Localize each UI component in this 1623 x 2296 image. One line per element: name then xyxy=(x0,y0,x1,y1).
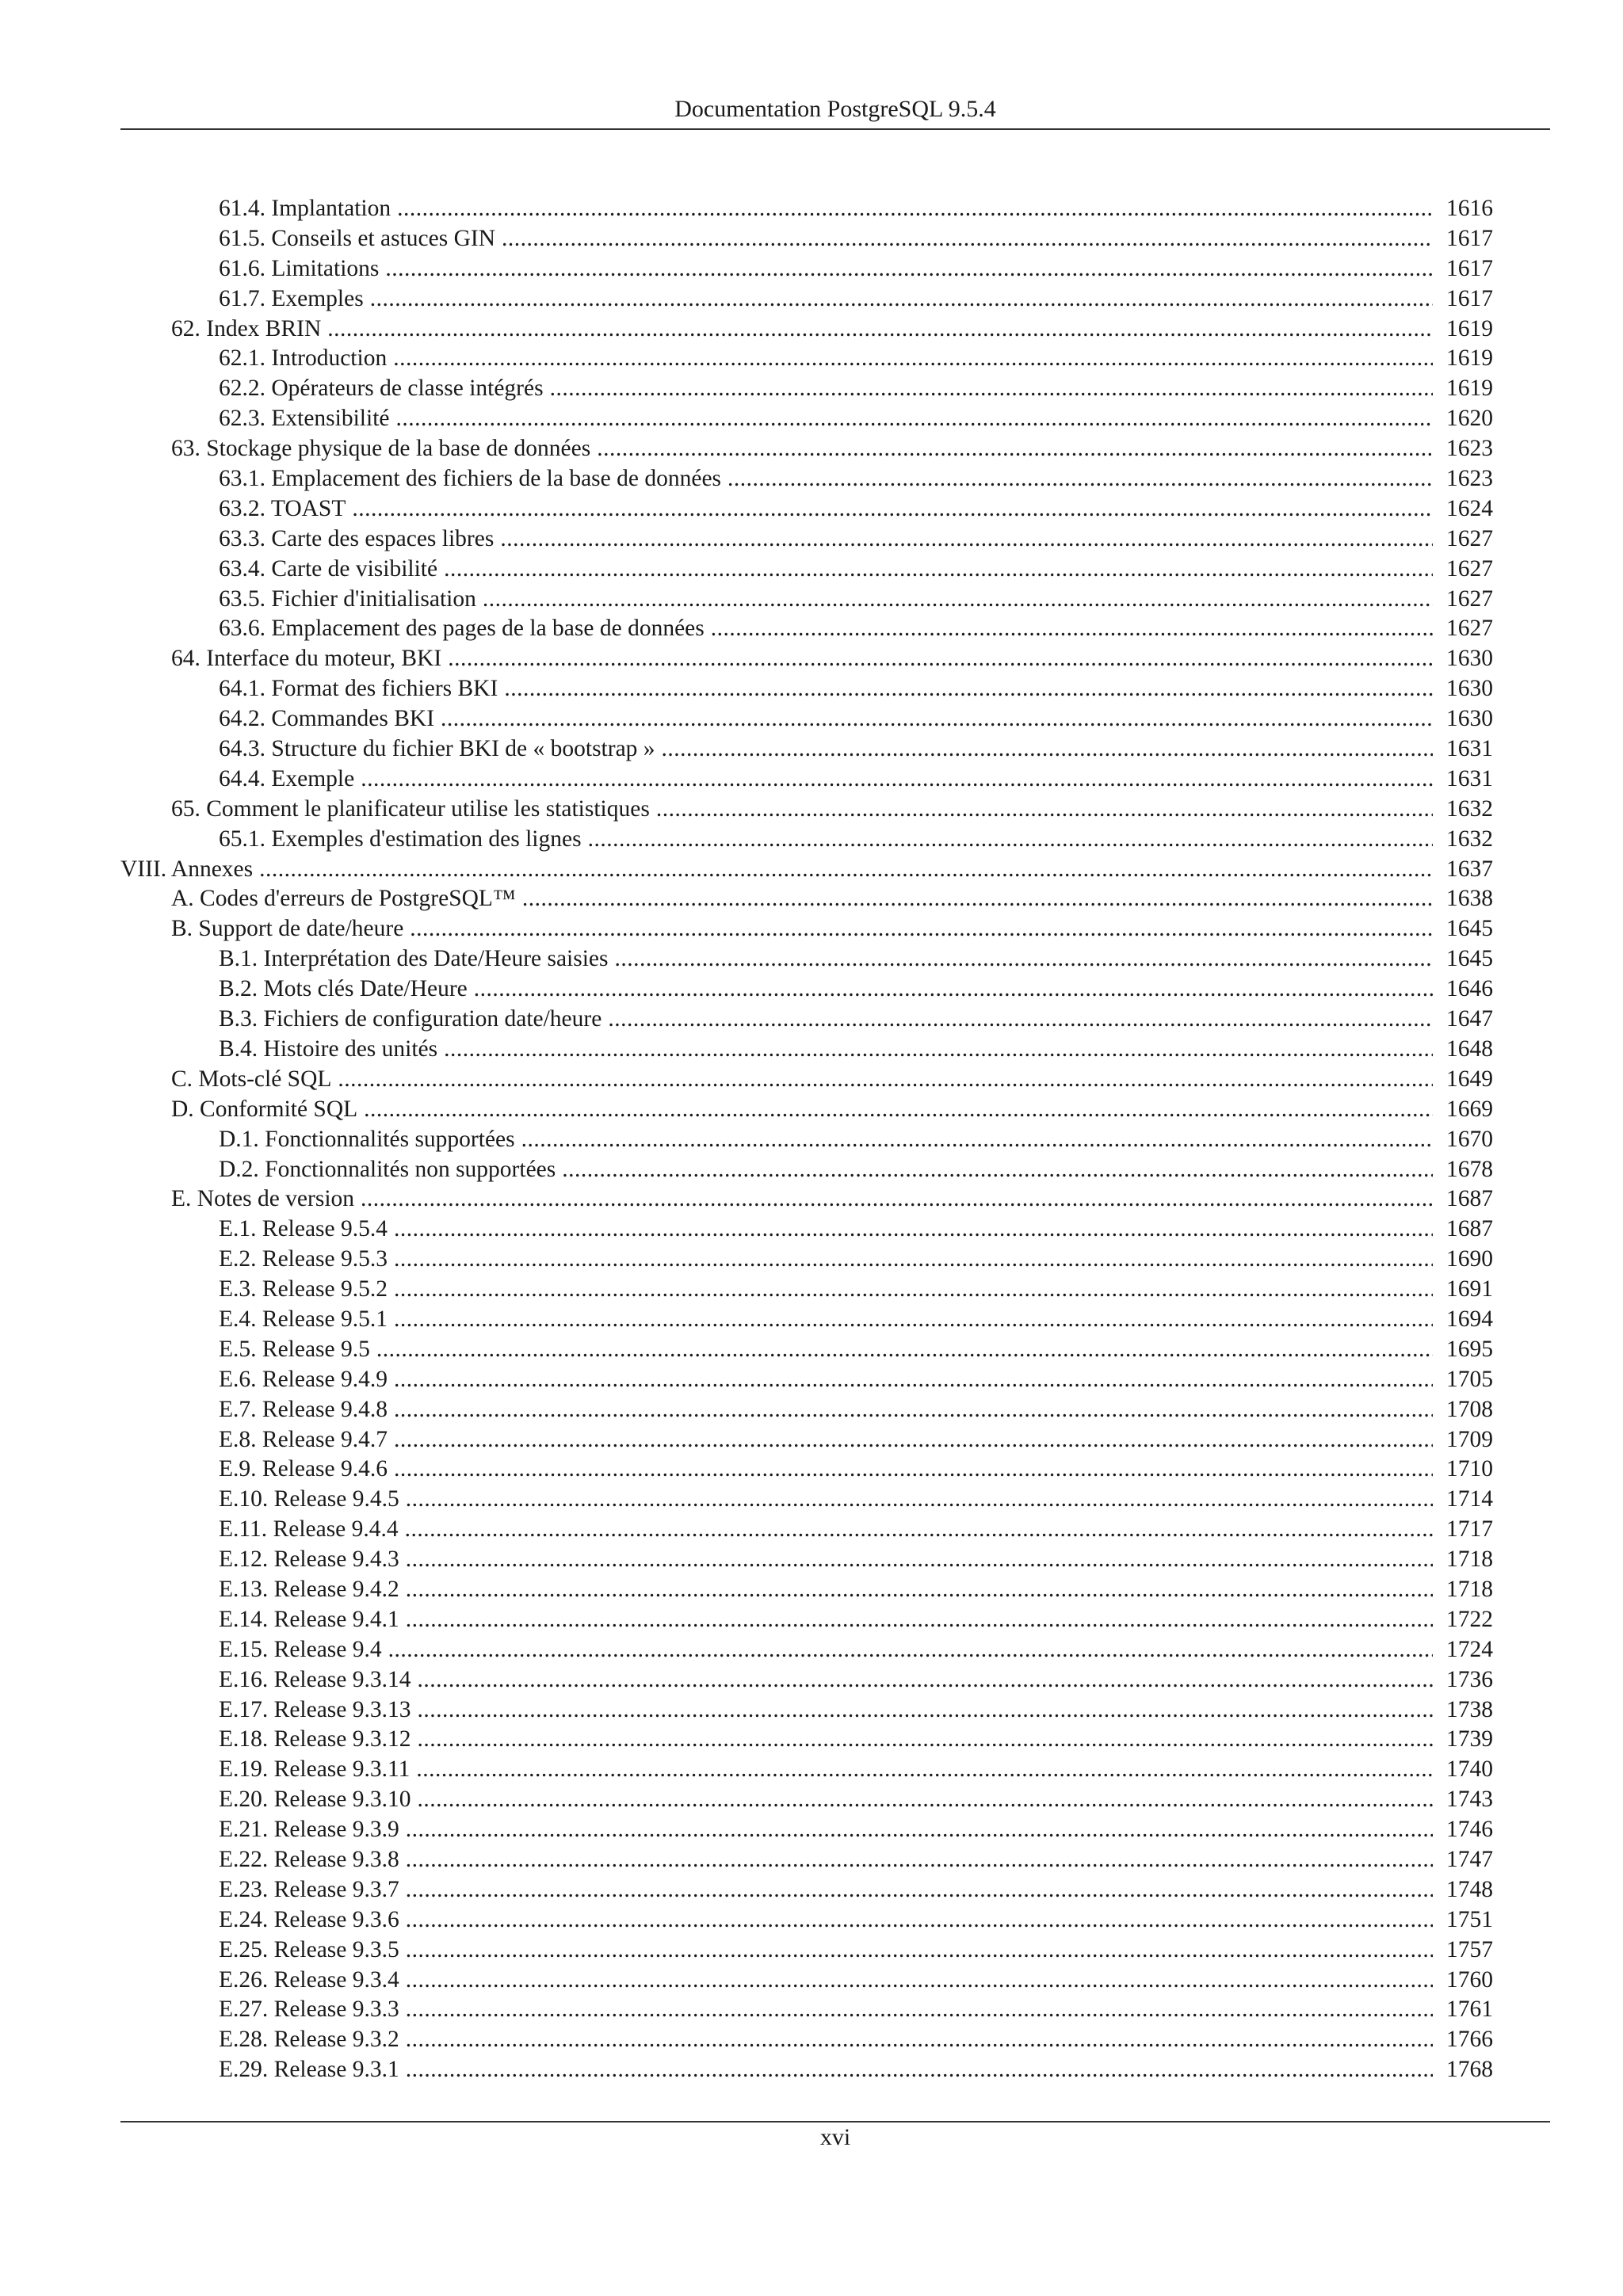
toc-entry[interactable] xyxy=(120,344,1493,374)
dot-leader xyxy=(406,1995,1433,2025)
toc-entry-page-number: 1627 xyxy=(1446,555,1493,582)
toc-entry-page-number: 1705 xyxy=(1446,1366,1493,1392)
toc-entry-title: 64.1. Format des fichiers BKI xyxy=(219,676,498,702)
page-header-title: Documentation PostgreSQL 9.5.4 xyxy=(674,96,996,122)
dot-leader xyxy=(406,1966,1433,1996)
dot-leader xyxy=(406,1575,1433,1605)
toc-entry[interactable] xyxy=(120,1695,1493,1726)
toc-entry-page-number: 1617 xyxy=(1446,285,1493,311)
toc-entry-page-number: 1722 xyxy=(1446,1606,1493,1632)
toc-entry-page-number: 1687 xyxy=(1446,1216,1493,1242)
toc-entry-page-number: 1647 xyxy=(1446,1006,1493,1032)
toc-entry-title: E.15. Release 9.4 xyxy=(219,1636,382,1662)
toc-entry-page-number: 1748 xyxy=(1446,1876,1493,1902)
toc-entry-page-number: 1669 xyxy=(1446,1096,1493,1122)
toc-entry-page-number: 1630 xyxy=(1446,706,1493,732)
dot-leader xyxy=(394,1275,1433,1305)
toc-entry-title: C. Mots-clé SQL xyxy=(171,1066,332,1092)
toc-entry-title: E.1. Release 9.5.4 xyxy=(219,1216,388,1242)
toc-entry-page-number: 1649 xyxy=(1446,1066,1493,1092)
toc-entry-title: 62.3. Extensibilité xyxy=(219,406,390,432)
toc-entry-title: E.26. Release 9.3.4 xyxy=(219,1966,399,1993)
dot-leader xyxy=(597,434,1433,464)
toc-entry[interactable] xyxy=(120,1815,1493,1845)
dot-leader xyxy=(406,1605,1433,1635)
toc-entry[interactable] xyxy=(120,1755,1493,1785)
toc-entry[interactable] xyxy=(120,1936,1493,1966)
toc-entry-page-number: 1746 xyxy=(1446,1817,1493,1843)
toc-entry-page-number: 1627 xyxy=(1446,525,1493,551)
toc-entry-page-number: 1687 xyxy=(1446,1186,1493,1212)
toc-entry[interactable] xyxy=(120,795,1493,825)
toc-entry-page-number: 1631 xyxy=(1446,765,1493,791)
toc-entry-title: 61.6. Limitations xyxy=(219,255,380,281)
toc-entry[interactable] xyxy=(120,1545,1493,1575)
toc-entry-title: E.14. Release 9.4.1 xyxy=(219,1606,399,1632)
toc-entry-page-number: 1638 xyxy=(1446,886,1493,912)
dot-leader xyxy=(418,1785,1434,1815)
dot-leader xyxy=(361,765,1433,795)
toc-entry[interactable] xyxy=(120,1785,1493,1815)
toc-entry-title: 63.5. Fichier d'initialisation xyxy=(219,585,476,612)
toc-entry-page-number: 1757 xyxy=(1446,1936,1493,1962)
dot-leader xyxy=(406,1905,1433,1936)
toc-entry[interactable] xyxy=(120,855,1493,885)
toc-entry-page-number: 1624 xyxy=(1446,495,1493,521)
dot-leader xyxy=(588,825,1433,855)
toc-entry-title: 64.2. Commandes BKI xyxy=(219,706,435,732)
toc-entry[interactable] xyxy=(120,944,1493,974)
toc-entry-title: E.11. Release 9.4.4 xyxy=(219,1516,399,1543)
toc-entry[interactable] xyxy=(120,914,1493,944)
dot-leader xyxy=(406,1485,1433,1515)
toc-entry-page-number: 1630 xyxy=(1446,646,1493,672)
toc-entry[interactable] xyxy=(120,284,1493,315)
toc-entry[interactable] xyxy=(120,1365,1493,1395)
dot-leader xyxy=(394,1395,1433,1425)
dot-leader xyxy=(394,1455,1433,1485)
dot-leader xyxy=(418,1725,1434,1755)
toc-entry-page-number: 1717 xyxy=(1446,1516,1493,1543)
toc-entry[interactable] xyxy=(120,1575,1493,1605)
dot-leader xyxy=(259,855,1433,885)
toc-entry[interactable] xyxy=(120,2025,1493,2055)
toc-entry-title: 63.4. Carte de visibilité xyxy=(219,555,438,582)
toc-entry-page-number: 1623 xyxy=(1446,436,1493,462)
toc-entry-title: E.5. Release 9.5 xyxy=(219,1336,370,1362)
toc-entry-page-number: 1739 xyxy=(1446,1726,1493,1753)
toc-entry-page-number: 1694 xyxy=(1446,1306,1493,1332)
dot-leader xyxy=(656,795,1433,825)
toc-entry-page-number: 1690 xyxy=(1446,1246,1493,1272)
dot-leader xyxy=(441,704,1433,734)
toc-entry-title: 62.2. Opérateurs de classe intégrés xyxy=(219,376,544,402)
toc-entry-title: E.22. Release 9.3.8 xyxy=(219,1846,399,1872)
toc-entry-title: B.3. Fichiers de configuration date/heure xyxy=(219,1006,602,1032)
toc-entry[interactable] xyxy=(120,1455,1493,1485)
toc-entry-title: E.7. Release 9.4.8 xyxy=(219,1396,388,1422)
toc-entry-page-number: 1646 xyxy=(1446,976,1493,1002)
toc-entry[interactable] xyxy=(120,1875,1493,1905)
toc-entry[interactable] xyxy=(120,974,1493,1005)
dot-leader xyxy=(444,1035,1433,1065)
toc-entry-page-number: 1632 xyxy=(1446,826,1493,852)
toc-entry-page-number: 1670 xyxy=(1446,1126,1493,1152)
dot-leader xyxy=(418,1695,1434,1726)
dot-leader xyxy=(711,614,1433,644)
toc-entry-page-number: 1620 xyxy=(1446,406,1493,432)
toc-entry-title: 65.1. Exemples d'estimation des lignes xyxy=(219,826,582,852)
toc-entry-title: E.13. Release 9.4.2 xyxy=(219,1576,399,1602)
dot-leader xyxy=(550,374,1433,404)
toc-entry-page-number: 1708 xyxy=(1446,1396,1493,1422)
toc-entry-page-number: 1623 xyxy=(1446,466,1493,492)
toc-entry-page-number: 1768 xyxy=(1446,2057,1493,2083)
toc-entry[interactable] xyxy=(120,1335,1493,1365)
toc-entry[interactable] xyxy=(120,464,1493,494)
toc-entry-title: E.12. Release 9.4.3 xyxy=(219,1547,399,1573)
dot-leader xyxy=(394,1215,1433,1245)
toc-entry-page-number: 1695 xyxy=(1446,1336,1493,1362)
toc-entry[interactable] xyxy=(120,1395,1493,1425)
dot-leader xyxy=(364,1095,1433,1125)
toc-entry-title: E.19. Release 9.3.11 xyxy=(219,1756,411,1783)
toc-entry-title: 64.3. Structure du fichier BKI de « bootstrap » xyxy=(219,736,655,762)
toc-entry-page-number: 1617 xyxy=(1446,255,1493,281)
dot-leader xyxy=(474,974,1433,1005)
toc-entry[interactable] xyxy=(120,1845,1493,1875)
toc-entry[interactable] xyxy=(120,374,1493,404)
dot-leader xyxy=(388,1635,1433,1665)
toc-entry[interactable] xyxy=(120,555,1493,585)
dot-leader xyxy=(727,464,1433,494)
toc-entry-title: B. Support de date/heure xyxy=(171,916,404,942)
toc-entry[interactable] xyxy=(120,1215,1493,1245)
dot-leader xyxy=(483,585,1433,615)
dot-leader xyxy=(406,1845,1433,1875)
dot-leader xyxy=(406,1875,1433,1905)
toc-entry[interactable] xyxy=(120,644,1493,674)
toc-entry-title: E.2. Release 9.5.3 xyxy=(219,1246,388,1272)
toc-entry-title: A. Codes d'erreurs de PostgreSQL™ xyxy=(171,886,516,912)
toc-entry-title: E.25. Release 9.3.5 xyxy=(219,1936,399,1962)
toc-entry-title: E.18. Release 9.3.12 xyxy=(219,1726,411,1753)
toc-entry-page-number: 1747 xyxy=(1446,1846,1493,1872)
toc-entry[interactable] xyxy=(120,585,1493,615)
toc-entry-title: E.20. Release 9.3.10 xyxy=(219,1787,411,1813)
toc-entry-title: 61.4. Implantation xyxy=(219,196,391,221)
toc-entry[interactable] xyxy=(120,1275,1493,1305)
dot-leader xyxy=(444,555,1433,585)
dot-leader xyxy=(327,315,1433,345)
toc-entry-page-number: 1691 xyxy=(1446,1276,1493,1302)
toc-entry-page-number: 1645 xyxy=(1446,946,1493,972)
toc-entry[interactable] xyxy=(120,734,1493,765)
dot-leader xyxy=(370,284,1433,315)
toc-entry[interactable] xyxy=(120,1635,1493,1665)
toc-entry-title: 63.2. TOAST xyxy=(219,495,346,521)
table-of-contents xyxy=(120,194,1493,2085)
toc-entry[interactable] xyxy=(120,1305,1493,1335)
dot-leader xyxy=(662,734,1433,765)
dot-leader xyxy=(405,1515,1433,1545)
toc-entry-title: 65. Comment le planificateur utilise les statistiques xyxy=(171,795,650,822)
dot-leader xyxy=(406,2055,1433,2085)
toc-entry-title: 64. Interface du moteur, BKI xyxy=(171,646,442,672)
toc-entry-title: E.21. Release 9.3.9 xyxy=(219,1817,399,1843)
toc-entry-title: 61.7. Exemples xyxy=(219,285,364,311)
toc-entry[interactable] xyxy=(120,614,1493,644)
dot-leader xyxy=(393,344,1433,374)
dot-leader xyxy=(562,1155,1433,1185)
toc-entry-title: 63.1. Emplacement des fichiers de la base de données xyxy=(219,466,722,492)
toc-entry[interactable] xyxy=(120,1005,1493,1035)
dot-leader xyxy=(608,1005,1433,1035)
toc-entry[interactable] xyxy=(120,224,1493,254)
toc-entry[interactable] xyxy=(120,194,1493,224)
dot-leader xyxy=(522,884,1433,914)
toc-entry[interactable] xyxy=(120,1905,1493,1936)
toc-entry[interactable] xyxy=(120,1605,1493,1635)
toc-entry[interactable] xyxy=(120,1155,1493,1185)
toc-entry-title: 61.5. Conseils et astuces GIN xyxy=(219,225,496,251)
toc-entry-title: 63. Stockage physique de la base de données xyxy=(171,436,591,462)
toc-entry[interactable] xyxy=(120,1095,1493,1125)
toc-entry-title: B.2. Mots clés Date/Heure xyxy=(219,976,468,1002)
toc-entry-title: E.27. Release 9.3.3 xyxy=(219,1997,399,2023)
toc-entry-page-number: 1632 xyxy=(1446,795,1493,822)
toc-entry-page-number: 1627 xyxy=(1446,585,1493,612)
toc-entry-page-number: 1616 xyxy=(1446,196,1493,221)
toc-entry-page-number: 1738 xyxy=(1446,1696,1493,1722)
dot-leader xyxy=(376,1335,1433,1365)
toc-entry-title: 63.3. Carte des espaces libres xyxy=(219,525,495,551)
toc-entry[interactable] xyxy=(120,1725,1493,1755)
dot-leader xyxy=(418,1665,1434,1695)
toc-entry[interactable] xyxy=(120,254,1493,284)
toc-entry-page-number: 1760 xyxy=(1446,1966,1493,1993)
toc-entry[interactable] xyxy=(120,1485,1493,1515)
dot-leader xyxy=(504,674,1433,704)
dot-leader xyxy=(361,1184,1433,1215)
toc-entry-page-number: 1631 xyxy=(1446,736,1493,762)
dot-leader xyxy=(406,1545,1433,1575)
toc-entry[interactable] xyxy=(120,315,1493,345)
toc-entry[interactable] xyxy=(120,404,1493,434)
toc-entry-page-number: 1740 xyxy=(1446,1756,1493,1783)
dot-leader xyxy=(385,254,1433,284)
toc-entry-title: VIII. Annexes xyxy=(120,856,254,882)
dot-leader xyxy=(521,1125,1433,1155)
toc-entry-page-number: 1617 xyxy=(1446,225,1493,251)
toc-entry-page-number: 1743 xyxy=(1446,1787,1493,1813)
dot-leader xyxy=(615,944,1433,974)
toc-entry-title: D.1. Fonctionnalités supportées xyxy=(219,1126,515,1152)
toc-entry-page-number: 1736 xyxy=(1446,1666,1493,1692)
toc-entry-title: E.23. Release 9.3.7 xyxy=(219,1876,399,1902)
toc-entry-page-number: 1627 xyxy=(1446,616,1493,642)
toc-entry-page-number: 1648 xyxy=(1446,1035,1493,1062)
dot-leader xyxy=(394,1425,1433,1455)
toc-entry[interactable] xyxy=(120,1995,1493,2025)
toc-entry-title: E.3. Release 9.5.2 xyxy=(219,1276,388,1302)
toc-entry-page-number: 1630 xyxy=(1446,676,1493,702)
toc-entry-title: D.2. Fonctionnalités non supportées xyxy=(219,1156,556,1182)
toc-entry-title: E.9. Release 9.4.6 xyxy=(219,1456,388,1482)
toc-entry-title: E.28. Release 9.3.2 xyxy=(219,2027,399,2053)
toc-entry[interactable] xyxy=(120,494,1493,524)
toc-entry-page-number: 1751 xyxy=(1446,1906,1493,1932)
toc-entry[interactable] xyxy=(120,704,1493,734)
toc-entry-page-number: 1724 xyxy=(1446,1636,1493,1662)
dot-leader xyxy=(416,1755,1433,1785)
toc-entry-title: D. Conformité SQL xyxy=(171,1096,358,1122)
header-rule xyxy=(120,128,1550,130)
toc-entry-page-number: 1761 xyxy=(1446,1997,1493,2023)
toc-entry-title: E.8. Release 9.4.7 xyxy=(219,1426,388,1452)
toc-entry-title: E. Notes de version xyxy=(171,1186,355,1212)
toc-entry[interactable] xyxy=(120,1125,1493,1155)
toc-entry-title: E.24. Release 9.3.6 xyxy=(219,1906,399,1932)
toc-entry-page-number: 1710 xyxy=(1446,1456,1493,1482)
toc-entry-page-number: 1645 xyxy=(1446,916,1493,942)
toc-entry-title: B.4. Histoire des unités xyxy=(219,1035,438,1062)
toc-entry-title: 62. Index BRIN xyxy=(171,315,322,341)
toc-entry-title: E.29. Release 9.3.1 xyxy=(219,2057,399,2083)
toc-entry-title: 62.1. Introduction xyxy=(219,345,388,372)
dot-leader xyxy=(406,2025,1433,2055)
toc-entry[interactable] xyxy=(120,1425,1493,1455)
dot-leader xyxy=(394,1245,1433,1275)
toc-entry[interactable] xyxy=(120,1515,1493,1545)
toc-entry-page-number: 1766 xyxy=(1446,2027,1493,2053)
toc-entry[interactable] xyxy=(120,2055,1493,2085)
dot-leader xyxy=(397,194,1433,224)
dot-leader xyxy=(394,1365,1433,1395)
toc-entry-title: B.1. Interprétation des Date/Heure saisies xyxy=(219,946,609,972)
toc-entry-page-number: 1714 xyxy=(1446,1486,1493,1512)
toc-entry[interactable] xyxy=(120,524,1493,555)
dot-leader xyxy=(502,224,1433,254)
toc-entry[interactable] xyxy=(120,884,1493,914)
toc-entry[interactable] xyxy=(120,825,1493,855)
toc-entry[interactable] xyxy=(120,1035,1493,1065)
toc-entry[interactable] xyxy=(120,1245,1493,1275)
dot-leader xyxy=(406,1815,1433,1845)
toc-entry[interactable] xyxy=(120,1184,1493,1215)
toc-entry[interactable] xyxy=(120,765,1493,795)
toc-entry-title: E.6. Release 9.4.9 xyxy=(219,1366,388,1392)
dot-leader xyxy=(338,1065,1433,1095)
toc-entry-title: E.17. Release 9.3.13 xyxy=(219,1696,411,1722)
toc-entry[interactable] xyxy=(120,1966,1493,1996)
dot-leader xyxy=(352,494,1433,524)
toc-entry-page-number: 1678 xyxy=(1446,1156,1493,1182)
toc-entry-title: 64.4. Exemple xyxy=(219,765,355,791)
toc-entry-page-number: 1709 xyxy=(1446,1426,1493,1452)
toc-entry-page-number: 1718 xyxy=(1446,1576,1493,1602)
toc-entry-page-number: 1619 xyxy=(1446,345,1493,372)
toc-entry-page-number: 1718 xyxy=(1446,1547,1493,1573)
page-number: xvi xyxy=(819,2124,851,2150)
toc-entry[interactable] xyxy=(120,1665,1493,1695)
toc-entry[interactable] xyxy=(120,434,1493,464)
toc-entry-page-number: 1619 xyxy=(1446,376,1493,402)
toc-entry-page-number: 1637 xyxy=(1446,856,1493,882)
toc-entry-title: 63.6. Emplacement des pages de la base de données xyxy=(219,616,705,642)
toc-entry-title: E.4. Release 9.5.1 xyxy=(219,1306,388,1332)
toc-entry-title: E.16. Release 9.3.14 xyxy=(219,1666,411,1692)
toc-entry-page-number: 1619 xyxy=(1446,315,1493,341)
dot-leader xyxy=(396,404,1434,434)
dot-leader xyxy=(500,524,1433,555)
toc-entry-title: E.10. Release 9.4.5 xyxy=(219,1486,399,1512)
dot-leader xyxy=(406,1936,1433,1966)
dot-leader xyxy=(448,644,1433,674)
dot-leader xyxy=(394,1305,1433,1335)
dot-leader xyxy=(410,914,1433,944)
toc-entry[interactable] xyxy=(120,1065,1493,1095)
toc-entry[interactable] xyxy=(120,674,1493,704)
